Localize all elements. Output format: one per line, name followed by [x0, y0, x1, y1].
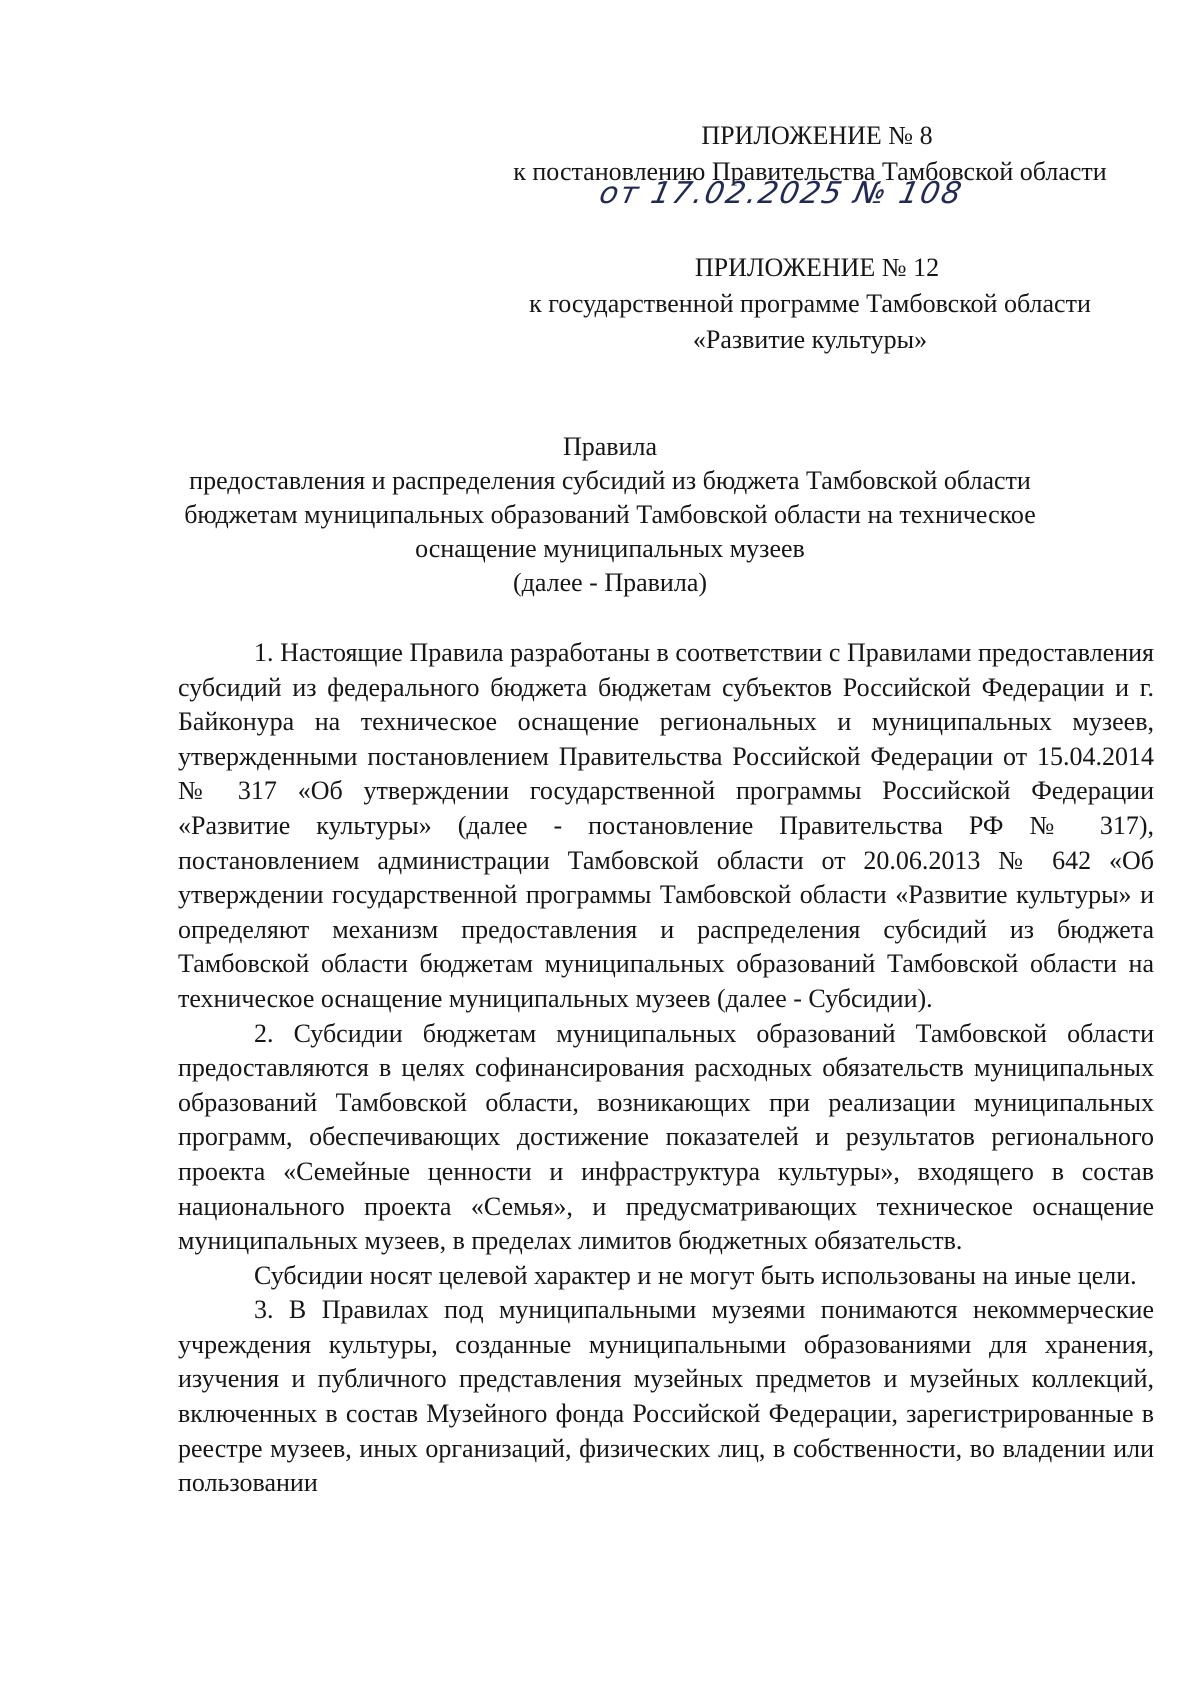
- appendix-8-line1: к постановлению Правительства Тамбовской области: [513, 157, 1107, 186]
- title-line-2: предоставления и распределения субсидий из бюджета Тамбовской области: [189, 466, 1031, 495]
- appendix-8-title: ПРИЛОЖЕНИЕ № 8: [701, 121, 933, 150]
- paragraph-2: 2. Субсидии бюджетам муниципальных образований Тамбовской области предоставляются в целях софинансирования расходных обязательств муниципальных образований Тамбовской области, возникающих при реализации муниципальных программ, обеспечивающих достижение показателей и результатов регионального проекта «Семейные ценности и инфраструктура культуры», входящего в состав национального проекта «Семья», и предусматривающих техническое оснащение муниципальных музеев, в пределах лимитов бюджетных обязательств.: [178, 1018, 1154, 1256]
- title-line-1: Правила: [562, 432, 658, 461]
- paragraph-2-continuation: Субсидии носят целевой характер и не могут быть использованы на иные цели.: [254, 1260, 1137, 1290]
- document-body: [178, 636, 1154, 1501]
- document-title: [160, 430, 1060, 600]
- title-line-5: (далее - Правила): [512, 568, 708, 597]
- appendix-12-line2: «Развитие культуры»: [692, 325, 928, 354]
- appendix-12-header: [470, 250, 1150, 358]
- handwritten-date-number: от 17.02.2025 № 108: [596, 176, 967, 211]
- appendix-12-title: ПРИЛОЖЕНИЕ № 12: [694, 253, 940, 282]
- title-line-4: оснащение муниципальных музеев: [415, 534, 805, 563]
- title-line-3: бюджетам муниципальных образований Тамбовской области на техническое: [184, 500, 1036, 529]
- paragraph-3: 3. В Правилах под муниципальными музеями понимаются некоммерческие учреждения культуры, созданные муниципальными образованиями для хранения, изучения и публичного представления музейных предметов и музейных коллекций, включенных в состав Музейного фонда Российской Федерации, зарегистрированные в реестре музеев, иных организаций, физических лиц, в собственности, во владении или пользовании: [178, 1295, 1154, 1498]
- paragraph-1: 1. Настоящие Правила разработаны в соответствии с Правилами предоставления субсидий из федерального бюджета бюджетам субъектов Российской Федерации и г. Байконура на техническое оснащение региональных и муниципальных музеев, утвержденными постановлением Правительства Российской Федерации от 15.04.2014 № 317 «Об утверждении государственной программы Российской Федерации «Развитие культуры» (далее - постановление Правительства РФ № 317), постановлением администрации Тамбовской области от 20.06.2013 № 642 «Об утверждении государственной программы Тамбовской области «Развитие культуры» и определяют механизм предоставления и распределения субсидий из бюджета Тамбовской области бюджетам муниципальных образований Тамбовской области на техническое оснащение муниципальных музеев (далее - Субсидии).: [178, 638, 1154, 1013]
- appendix-12-line1: к государственной программе Тамбовской области: [529, 289, 1091, 318]
